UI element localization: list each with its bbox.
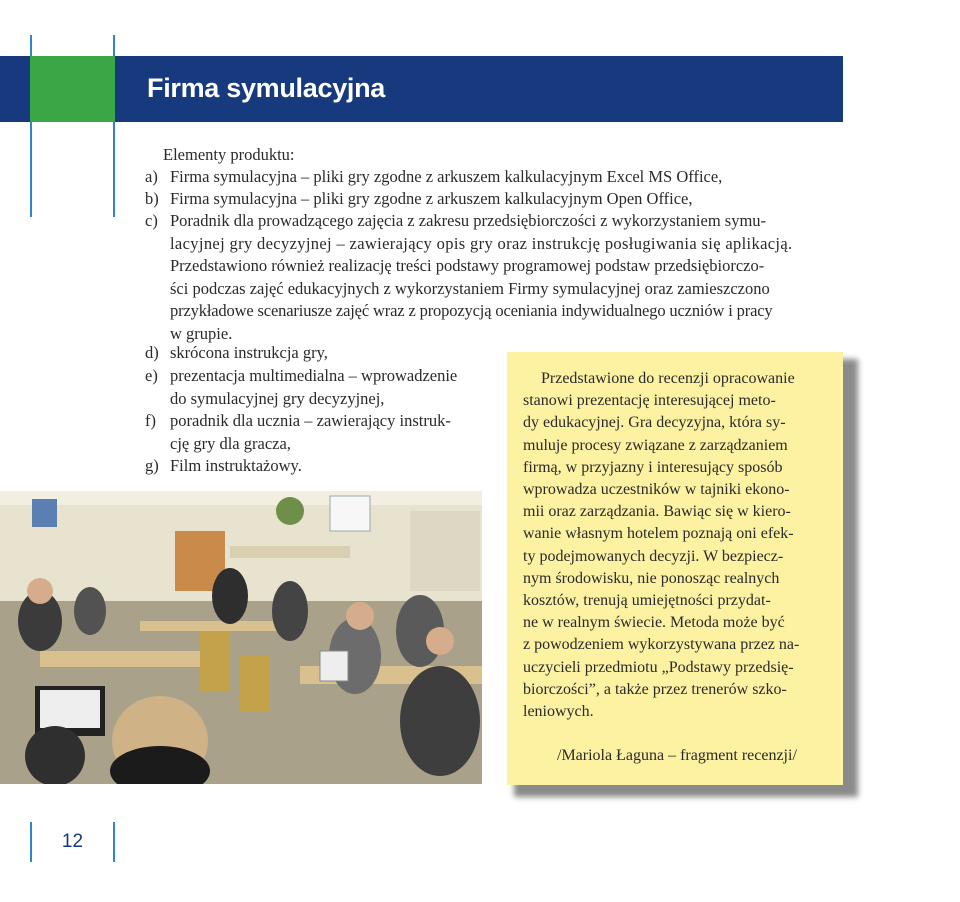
review-line: ty podejmowanych decyzji. W bezpiecz- — [523, 547, 784, 565]
list-label: b) — [145, 189, 159, 208]
list-label: e) — [145, 366, 158, 385]
list-item-a — [145, 166, 845, 189]
list-text-line: Film instruktażowy. — [170, 456, 302, 475]
list-label: g) — [145, 456, 159, 475]
list-text: Firma symulacyjna – pliki gry zgodne z arkuszem kalkulacyjnym Open Office, — [170, 189, 693, 208]
list-text-line: ści podczas zajęć edukacyjnych z wykorzystaniem Firmy symulacyjnej oraz zamieszczono — [170, 278, 770, 298]
list-item-g — [145, 455, 495, 478]
list-item-e — [145, 365, 495, 411]
page-number: 12 — [61, 831, 84, 852]
classroom-photo — [0, 491, 482, 784]
review-line: stanowi prezentację interesującej meto- — [523, 392, 776, 410]
review-line: nym środowisku, nie ponosząc realnych — [523, 569, 780, 587]
list-item-b — [145, 188, 845, 211]
review-line: z powodzeniem wykorzystywana przez na- — [523, 636, 800, 654]
list-text-line: przykładowe scenariusze zajęć wraz z propozycją oceniania indywidualnego uczniów i pracy — [170, 301, 773, 321]
intro-text: Elementy produktu: — [163, 145, 295, 164]
review-line: wprowadza uczestników w tajniki ekono- — [523, 481, 790, 498]
list-label: f) — [145, 411, 156, 430]
review-line: leniowych. — [523, 703, 594, 720]
list-item-f — [145, 410, 495, 456]
list-text-line: poradnik dla ucznia – zawierający instruk- — [170, 411, 451, 430]
page-title: Firma symulacyjna — [147, 73, 386, 103]
review-line: biorczości”, a także przez trenerów szko- — [523, 680, 787, 698]
review-line: muluje procesy związane z zarządzaniem — [523, 436, 788, 454]
list-text-line: w grupie. — [170, 324, 233, 343]
list-text: Firma symulacyjna – pliki gry zgodne z arkuszem kalkulacyjnym Excel MS Office, — [170, 167, 723, 186]
list-text-line: do symulacyjnej gry decyzyjnej, — [170, 388, 385, 408]
review-line: mii oraz zarządzania. Bawiąc się w kiero- — [523, 503, 791, 521]
list-text-line: prezentacja multimedialna – wprowadzenie — [170, 366, 458, 385]
list-item-d — [145, 342, 495, 365]
list-text-line: Poradnik dla prowadzącego zajęcia z zakresu przedsiębiorczości z wykorzystaniem symu- — [170, 211, 767, 230]
list-text-line: cję gry dla gracza, — [170, 433, 291, 453]
list-text-line: Przedstawiono również realizację treści podstawy programowej podstaw przedsiębiorczo- — [170, 256, 765, 276]
review-line: Przedstawione do recenzji opracowanie — [541, 370, 795, 387]
review-line: dy edukacyjnej. Gra decyzyjna, która sy- — [523, 414, 786, 432]
review-line: ne w realnym świecie. Metoda może być — [523, 614, 785, 632]
list-label: a) — [145, 167, 158, 186]
list-label: c) — [145, 211, 158, 230]
review-line: wanie własnym hotelem poznają oni efek- — [523, 525, 794, 543]
review-line: uczycieli przedmiotu „Podstawy przedsię- — [523, 658, 794, 676]
review-line: kosztów, trenują umiejętności przydat- — [523, 592, 771, 609]
review-line: firmą, w przyjazny i interesujący sposób — [523, 458, 783, 476]
list-label: d) — [145, 343, 159, 362]
list-text-line: lacyjnej gry decyzyjnej – zawierający opis gry oraz instrukcję posługiwania się aplikacją. — [170, 233, 793, 253]
green-accent-block — [30, 56, 115, 122]
review-signature: /Mariola Łaguna – fragment recenzji/ — [557, 747, 797, 764]
title-band — [0, 56, 843, 122]
list-text-line: skrócona instrukcja gry, — [170, 343, 328, 362]
review-note — [507, 352, 843, 785]
list-item-c — [145, 210, 845, 350]
